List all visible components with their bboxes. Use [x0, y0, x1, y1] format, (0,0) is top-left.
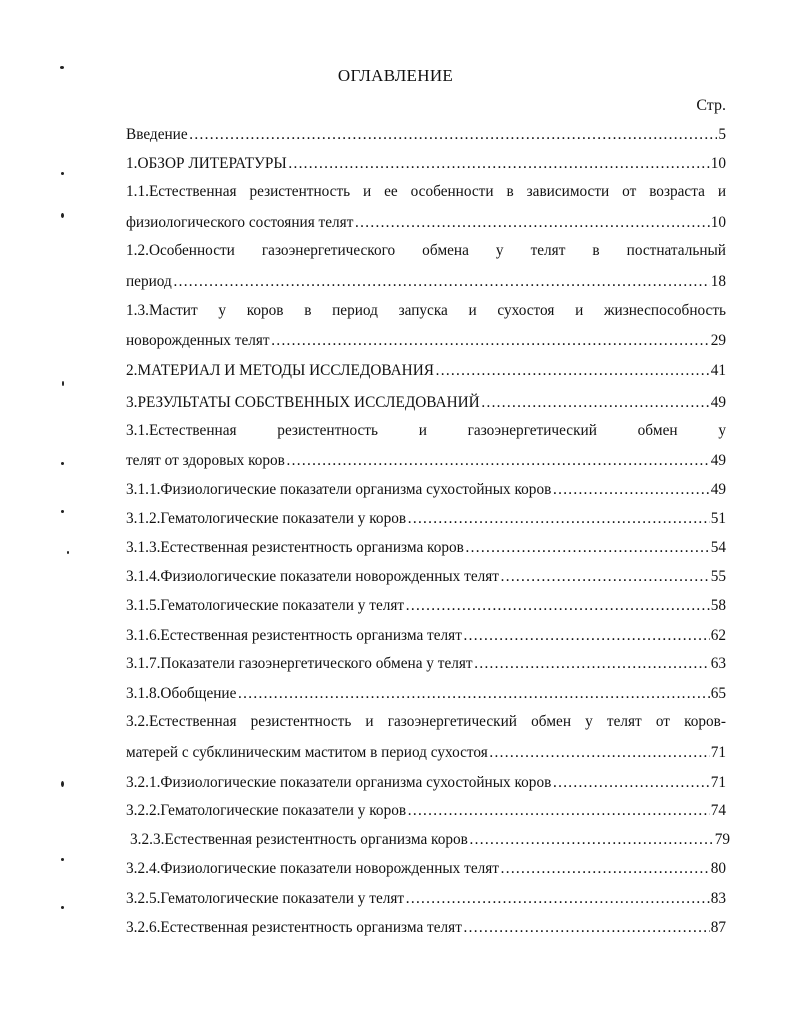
scan-speck [61, 906, 64, 909]
toc-entry [126, 330, 726, 352]
scan-speck [62, 381, 64, 386]
toc-entry [126, 683, 726, 705]
toc-entry-title: 3.2.2.Гематологические показатели у коров [126, 802, 407, 819]
toc-entry [126, 917, 726, 939]
toc-entry [126, 537, 726, 559]
toc-leader-dots [288, 153, 710, 175]
toc-leader-dots [489, 742, 710, 764]
scan-speck [61, 172, 64, 175]
toc-entry-title: 3.2.4.Физиологические показатели новорожденных телят [126, 860, 499, 877]
toc-entry-title: 2.МАТЕРИАЛ И МЕТОДЫ ИССЛЕДОВАНИЯ [126, 362, 434, 379]
toc-leader-dots [500, 858, 710, 880]
scan-speck [61, 213, 64, 218]
toc-entry-page: 71 [710, 744, 726, 761]
toc-entry-page: 29 [710, 332, 726, 349]
toc-leader-dots [407, 800, 710, 822]
toc-entry-page: 54 [710, 539, 726, 556]
toc-leader-dots [435, 360, 710, 382]
toc-entry: 1.1.Естественная резистентность и ее особенности в зависимости от возраста и [126, 183, 726, 200]
toc-entry-title: 3.2.6.Естественная резистентность организма телят [126, 919, 462, 936]
toc-entry-title: 3.1.1.Физиологические показатели организма сухостойных коров [126, 481, 552, 498]
toc-entry [130, 829, 730, 851]
toc-entry [126, 625, 726, 647]
toc-entry-page: 5 [718, 126, 726, 143]
toc-entry-page: 51 [710, 510, 726, 527]
toc-entry-title: 3.2.1.Физиологические показатели организма сухостойных коров [126, 774, 552, 791]
toc-entry [126, 479, 726, 501]
toc-leader-dots [463, 625, 710, 647]
toc-leader-dots [552, 479, 709, 501]
toc-entry-title: 3.1.3.Естественная резистентность организма коров [126, 539, 464, 556]
toc-entry-page: 65 [710, 685, 726, 702]
toc-entry-title: физиологического состояния телят [126, 214, 354, 231]
toc-leader-dots [354, 212, 709, 234]
toc-entry-page: 74 [710, 802, 726, 819]
toc-entry-title: 3.РЕЗУЛЬТАТЫ СОБСТВЕННЫХ ИССЛЕДОВАНИЙ [126, 394, 480, 411]
scan-speck [60, 66, 64, 69]
toc-entry-title: новорожденных телят [126, 332, 270, 349]
toc-entry-title: 3.1.8.Обобщение [126, 685, 237, 702]
toc-entry-page: 63 [710, 655, 726, 672]
toc-entry-page: 71 [710, 774, 726, 791]
toc-entry: 1.2.Особенности газоэнергетического обмена у телят в постнатальный [126, 242, 726, 259]
toc-leader-dots [500, 566, 710, 588]
toc-entry-page: 80 [710, 860, 726, 877]
toc-leader-dots [465, 537, 710, 559]
toc-entry-title: Введение [126, 126, 188, 143]
toc-entry-page: 49 [710, 452, 726, 469]
scan-speck [61, 858, 64, 861]
toc-entry-page: 58 [710, 597, 726, 614]
toc-entry [126, 392, 726, 414]
toc-entry-page: 79 [714, 831, 730, 848]
toc-entry [126, 450, 726, 472]
toc-entry [126, 742, 726, 764]
toc-leader-dots [407, 508, 710, 530]
toc-leader-dots [405, 888, 710, 910]
toc-entry-page: 49 [710, 481, 726, 498]
toc-entry [126, 360, 726, 382]
toc-entry [126, 212, 726, 234]
toc-entry: 3.2.Естественная резистентность и газоэнергетический обмен у телят от коров- [126, 713, 726, 730]
toc-entry [126, 800, 726, 822]
toc-leader-dots [552, 772, 709, 794]
toc-entry-title: 3.1.4.Физиологические показатели новорожденных телят [126, 568, 499, 585]
toc-entry-title: 3.1.2.Гематологические показатели у коров [126, 510, 407, 527]
page-column-label: Стр. [696, 97, 726, 114]
toc-entry [126, 153, 726, 175]
toc-entry [126, 653, 726, 675]
toc-entry-title: телят от здоровых коров [126, 452, 285, 469]
page-title: ОГЛАВЛЕНИЕ [337, 66, 454, 85]
toc-leader-dots [173, 271, 710, 293]
toc-entry: 1.3.Мастит у коров в период запуска и сухостоя и жизнеспособность [126, 302, 726, 319]
scan-speck [67, 551, 69, 554]
toc-entry-page: 10 [710, 214, 726, 231]
toc-entry: 3.1.Естественная резистентность и газоэнергетический обмен у [126, 422, 726, 439]
toc-entry-page: 18 [710, 273, 726, 290]
toc-leader-dots [481, 392, 710, 414]
toc-entry-title: период [126, 273, 172, 290]
scan-speck [61, 781, 64, 787]
toc-entry-page: 10 [710, 155, 726, 172]
toc-leader-dots [474, 653, 710, 675]
scan-speck [61, 510, 64, 513]
toc-entry-title: матерей с субклиническим маститом в период сухостоя [126, 744, 488, 761]
toc-leader-dots [463, 917, 710, 939]
toc-entry-page: 55 [710, 568, 726, 585]
toc-entry [126, 858, 726, 880]
toc-leader-dots [189, 124, 718, 146]
toc-entry [126, 124, 726, 146]
toc-entry-title: 3.1.6.Естественная резистентность организма телят [126, 627, 462, 644]
toc-entry-title: 3.1.5.Гематологические показатели у телят [126, 597, 405, 614]
toc-leader-dots [271, 330, 710, 352]
toc-entry-page: 87 [710, 919, 726, 936]
toc-entry [126, 566, 726, 588]
toc-entry-page: 49 [710, 394, 726, 411]
toc-leader-dots [405, 595, 710, 617]
toc-entry-title: 3.2.3.Естественная резистентность организма коров [130, 831, 468, 848]
toc-entry-page: 83 [710, 890, 726, 907]
toc-entry-page: 41 [710, 362, 726, 379]
toc-entry [126, 772, 726, 794]
scan-speck [61, 462, 64, 465]
toc-entry-page: 62 [710, 627, 726, 644]
toc-entry [126, 595, 726, 617]
toc-entry-title: 3.2.5.Гематологические показатели у телят [126, 890, 405, 907]
toc-leader-dots [469, 829, 714, 851]
toc-leader-dots [286, 450, 710, 472]
toc-entry [126, 508, 726, 530]
toc-entry [126, 888, 726, 910]
toc-entry-title: 1.ОБЗОР ЛИТЕРАТУРЫ [126, 155, 287, 172]
toc-leader-dots [237, 683, 709, 705]
toc-entry-title: 3.1.7.Показатели газоэнергетического обмена у телят [126, 655, 473, 672]
toc-entry [126, 271, 726, 293]
